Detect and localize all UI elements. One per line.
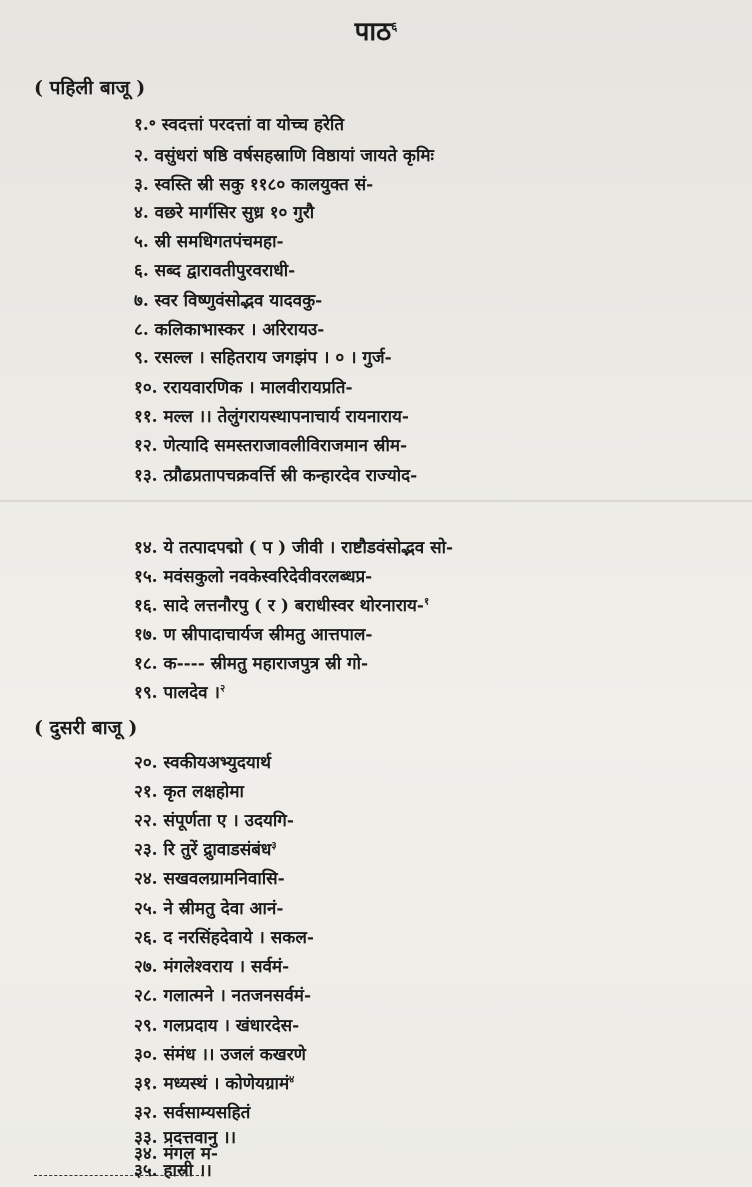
inscription-line-23: २३. रि तुरें द्रुावाडसंबंध$^३$	[134, 840, 277, 860]
inscription-line-13: १३. त्प्रौढप्रतापचक्रवर्त्ति स्री कन्हारदेव राज्योद-	[134, 466, 418, 486]
inscription-line-24: २४. सखवलग्रामनिवासि-	[134, 869, 285, 889]
page-seam	[0, 500, 752, 504]
inscription-line-6: ६. सब्द द्वारावतीपुरवराधी-	[134, 261, 296, 281]
inscription-line-27: २७. मंगलेश्वराय । सर्वमं-	[134, 957, 290, 977]
page-title: पाठ$^६$	[354, 17, 398, 47]
inscription-line-32: ३२. सर्वसाम्यसहितं	[134, 1103, 251, 1123]
inscription-line-3: ३. स्वस्ति स्री सकु ११८० कालयुक्त सं-	[134, 175, 374, 195]
inscription-line-28: २८. गलात्मने । नतजनसर्वमं-	[134, 986, 312, 1006]
inscription-line-17: १७. ण स्रीपादाचार्यज स्रीमतु आत्तपाल-	[134, 625, 373, 645]
inscription-line-30: ३०. संमंध ।। उजलं कखरणे	[134, 1045, 306, 1065]
inscription-line-29: २९. गलप्रदाय । खंधारदेस-	[134, 1016, 300, 1036]
inscription-line-12: १२. णेत्यादि समस्तराजावलीविराजमान स्रीम-	[134, 436, 408, 456]
inscription-line-21: २१. कृत लक्षहोमा	[134, 782, 244, 802]
inscription-line-9: ९. रसल्ल । सहितराय जगझंप । ० । गुर्ज-	[134, 348, 392, 368]
inscription-line-19: १९. पालदेव ।$^२$	[134, 683, 226, 703]
inscription-line-10: १०. ररायवारणिक । मालवीरायप्रति-	[134, 378, 353, 398]
inscription-line-8: ८. कलिकाभास्कर । अरिरायउ-	[134, 320, 325, 340]
inscription-line-35: ३५. हास्री ।।	[134, 1161, 212, 1181]
footnote-marker: ४	[289, 1074, 295, 1086]
inscription-line-4: ४. वछरे मार्गसिर सुध्र १० गुरौ	[134, 203, 315, 223]
inscription-line-34: ३४. मंगल म-	[134, 1144, 218, 1164]
footnote-marker: १	[423, 596, 430, 608]
inscription-line-33: ३३. प्रदत्तवानु ।।	[134, 1128, 237, 1148]
inscription-line-15: १५. मवंसकुलो नवकेस्वरिदेवीवरलब्धप्र-	[134, 567, 373, 587]
inscription-line-20: २०. स्वकीयअभ्युदयार्थ	[134, 753, 271, 773]
inscription-line-31: ३१. मध्यस्थं । कोणेयग्रामं$^४$	[134, 1074, 295, 1094]
inscription-line-18: १८. क---- स्रीमतु महाराजपुत्र स्री गो-	[134, 654, 369, 674]
inscription-line-25: २५. ने स्रीमतु देवा आनं-	[134, 899, 284, 919]
inscription-line-26: २६. द नरसिंहदेवाये । सकल-	[134, 928, 314, 948]
inscription-line-2: २. वसुंधरां षष्ठि वर्षसहस्राणि विष्ठायां जायते कृमिः	[134, 146, 434, 166]
inscription-line-1: १.॰ स्वदत्तां परदत्तां वा योच्च हरेति	[134, 115, 345, 135]
footnote-marker: २	[219, 683, 226, 695]
footnote-rule	[34, 1175, 204, 1176]
inscription-line-14: १४. ये तत्पादपद्मो ( प ) जीवी । राष्टौडवंसोद्भव सो-	[134, 538, 454, 558]
footnote-marker: ३	[271, 840, 277, 852]
side-two-heading: ( दुसरी बाजू )	[34, 717, 138, 739]
inscription-line-11: ११. मल्ल ।। तेलुंगरायस्थापनाचार्य रायनाराय-	[134, 407, 409, 427]
inscription-line-16: १६. सादे लत्तनौरपु ( र ) बराधीस्वर थोरनाराय-$^१$	[134, 596, 430, 616]
inscription-line-5: ५. स्री समधिगतपंचमहा-	[134, 232, 284, 252]
side-one-heading: ( पहिली बाजू )	[34, 77, 146, 99]
inscription-line-22: २२. संपूर्णता ए । उदयगि-	[134, 811, 294, 831]
inscription-line-7: ७. स्वर विष्णुवंसोद्भव यादवकु-	[134, 291, 323, 311]
